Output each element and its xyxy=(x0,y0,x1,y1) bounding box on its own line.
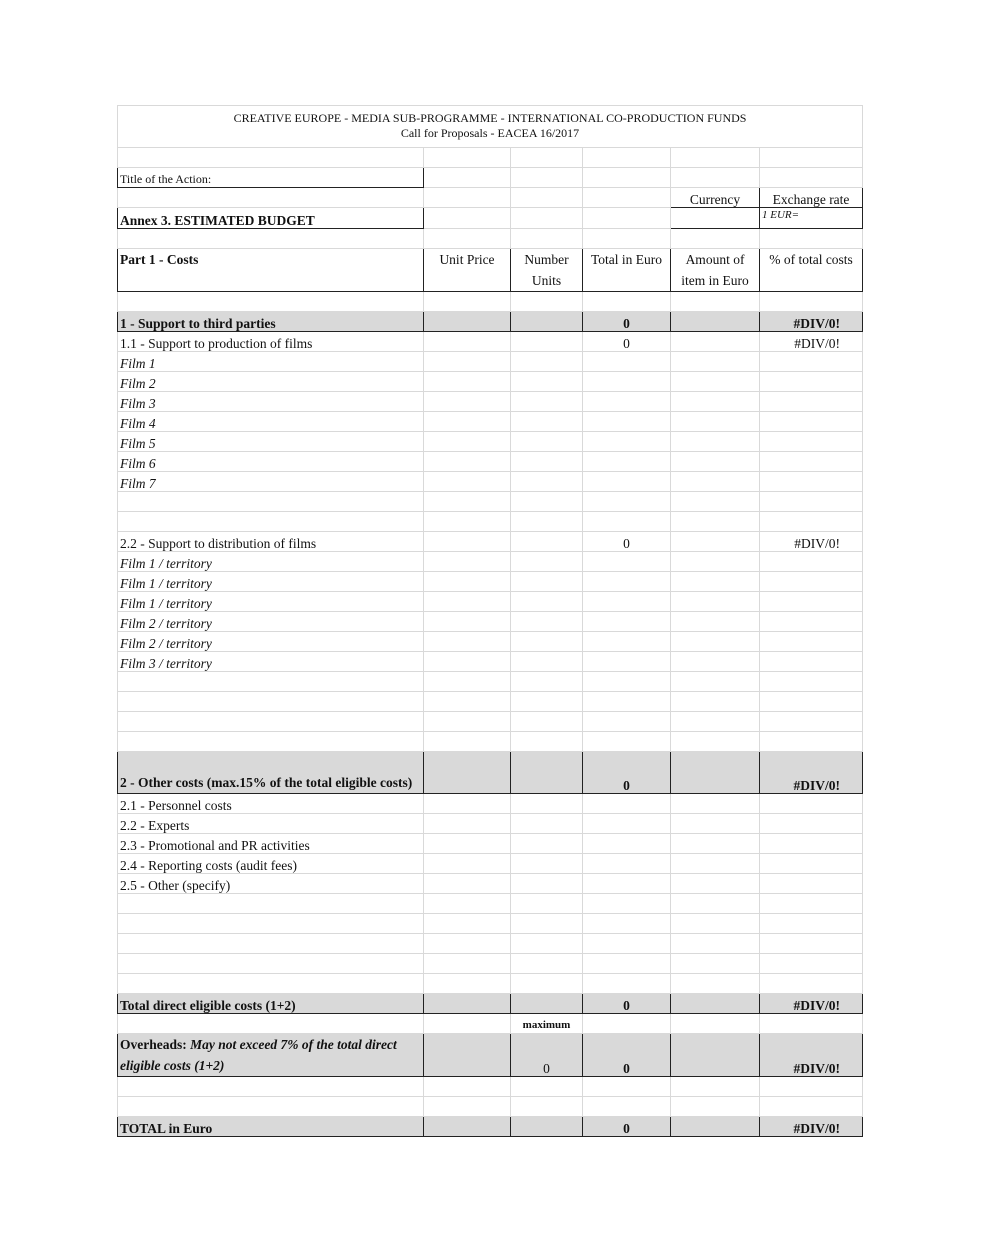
section2-pct: #DIV/0! xyxy=(760,752,863,794)
territory-row: Film 1 / territory xyxy=(118,572,424,592)
grand-total-pct: #DIV/0! xyxy=(760,1117,863,1137)
territory-row: Film 1 / territory xyxy=(118,552,424,572)
production-support-total: 0 xyxy=(583,332,671,352)
film-row: Film 1 xyxy=(118,352,424,372)
production-support-label: 1.1 - Support to production of films xyxy=(118,332,424,352)
total-direct-label: Total direct eligible costs (1+2) xyxy=(118,994,424,1014)
budget-sheet xyxy=(117,105,862,1137)
grand-total-total: 0 xyxy=(583,1117,671,1137)
other-cost-item: 2.5 - Other (specify) xyxy=(118,874,424,894)
overheads-label xyxy=(118,1034,424,1077)
territory-row: Film 2 / territory xyxy=(118,632,424,652)
grand-total-label: TOTAL in Euro xyxy=(118,1117,424,1137)
overheads-label-bold: Overheads: xyxy=(120,1037,191,1052)
distribution-support-label: 2.2 - Support to distribution of films xyxy=(118,532,424,552)
exchange-rate-label: Exchange rate xyxy=(760,188,863,208)
currency-input[interactable] xyxy=(671,208,760,229)
section2-total: 0 xyxy=(583,752,671,794)
unit-price-header: Unit Price xyxy=(424,249,511,292)
distribution-support-pct: #DIV/0! xyxy=(760,532,863,552)
total-euro-header: Total in Euro xyxy=(583,249,671,292)
distribution-support-total: 0 xyxy=(583,532,671,552)
currency-label: Currency xyxy=(671,188,760,208)
total-direct-total: 0 xyxy=(583,994,671,1014)
header-line2: Call for Proposals - EACEA 16/2017 xyxy=(118,126,863,148)
film-row: Film 7 xyxy=(118,472,424,492)
other-cost-item: 2.2 - Experts xyxy=(118,814,424,834)
film-row: Film 4 xyxy=(118,412,424,432)
other-cost-item: 2.3 - Promotional and PR activities xyxy=(118,834,424,854)
exchange-rate-value[interactable]: 1 EUR= xyxy=(760,208,863,229)
maximum-label: maximum xyxy=(511,1014,583,1034)
overheads-total: 0 xyxy=(583,1034,671,1077)
territory-row: Film 3 / territory xyxy=(118,652,424,672)
overheads-units: 0 xyxy=(511,1034,583,1077)
production-support-pct: #DIV/0! xyxy=(760,332,863,352)
overheads-label-italic: May not exceed 7% of the total direct eligible costs (1+2) xyxy=(120,1037,397,1073)
title-of-action-label: Title of the Action: xyxy=(118,168,424,188)
amount-item-header: Amount of item in Euro xyxy=(671,249,760,292)
section1-pct: #DIV/0! xyxy=(760,312,863,332)
overheads-pct: #DIV/0! xyxy=(760,1034,863,1077)
film-row: Film 2 xyxy=(118,372,424,392)
film-row: Film 3 xyxy=(118,392,424,412)
other-cost-item: 2.1 - Personnel costs xyxy=(118,794,424,814)
film-row: Film 6 xyxy=(118,452,424,472)
header-line1: CREATIVE EUROPE - MEDIA SUB-PROGRAMME - INTERNATIONAL CO-PRODUCTION FUNDS xyxy=(118,106,863,126)
section2-label: 2 - Other costs (max.15% of the total eligible costs) xyxy=(118,752,424,794)
section1-total: 0 xyxy=(583,312,671,332)
budget-table xyxy=(117,105,863,1137)
part1-costs-header: Part 1 - Costs xyxy=(118,249,424,292)
pct-total-header: % of total costs xyxy=(760,249,863,292)
territory-row: Film 2 / territory xyxy=(118,612,424,632)
territory-row: Film 1 / territory xyxy=(118,592,424,612)
other-cost-item: 2.4 - Reporting costs (audit fees) xyxy=(118,854,424,874)
section1-label: 1 - Support to third parties xyxy=(118,312,424,332)
film-row: Film 5 xyxy=(118,432,424,452)
total-direct-pct: #DIV/0! xyxy=(760,994,863,1014)
annex-label: Annex 3. ESTIMATED BUDGET xyxy=(118,208,424,229)
number-units-header: Number Units xyxy=(511,249,583,292)
